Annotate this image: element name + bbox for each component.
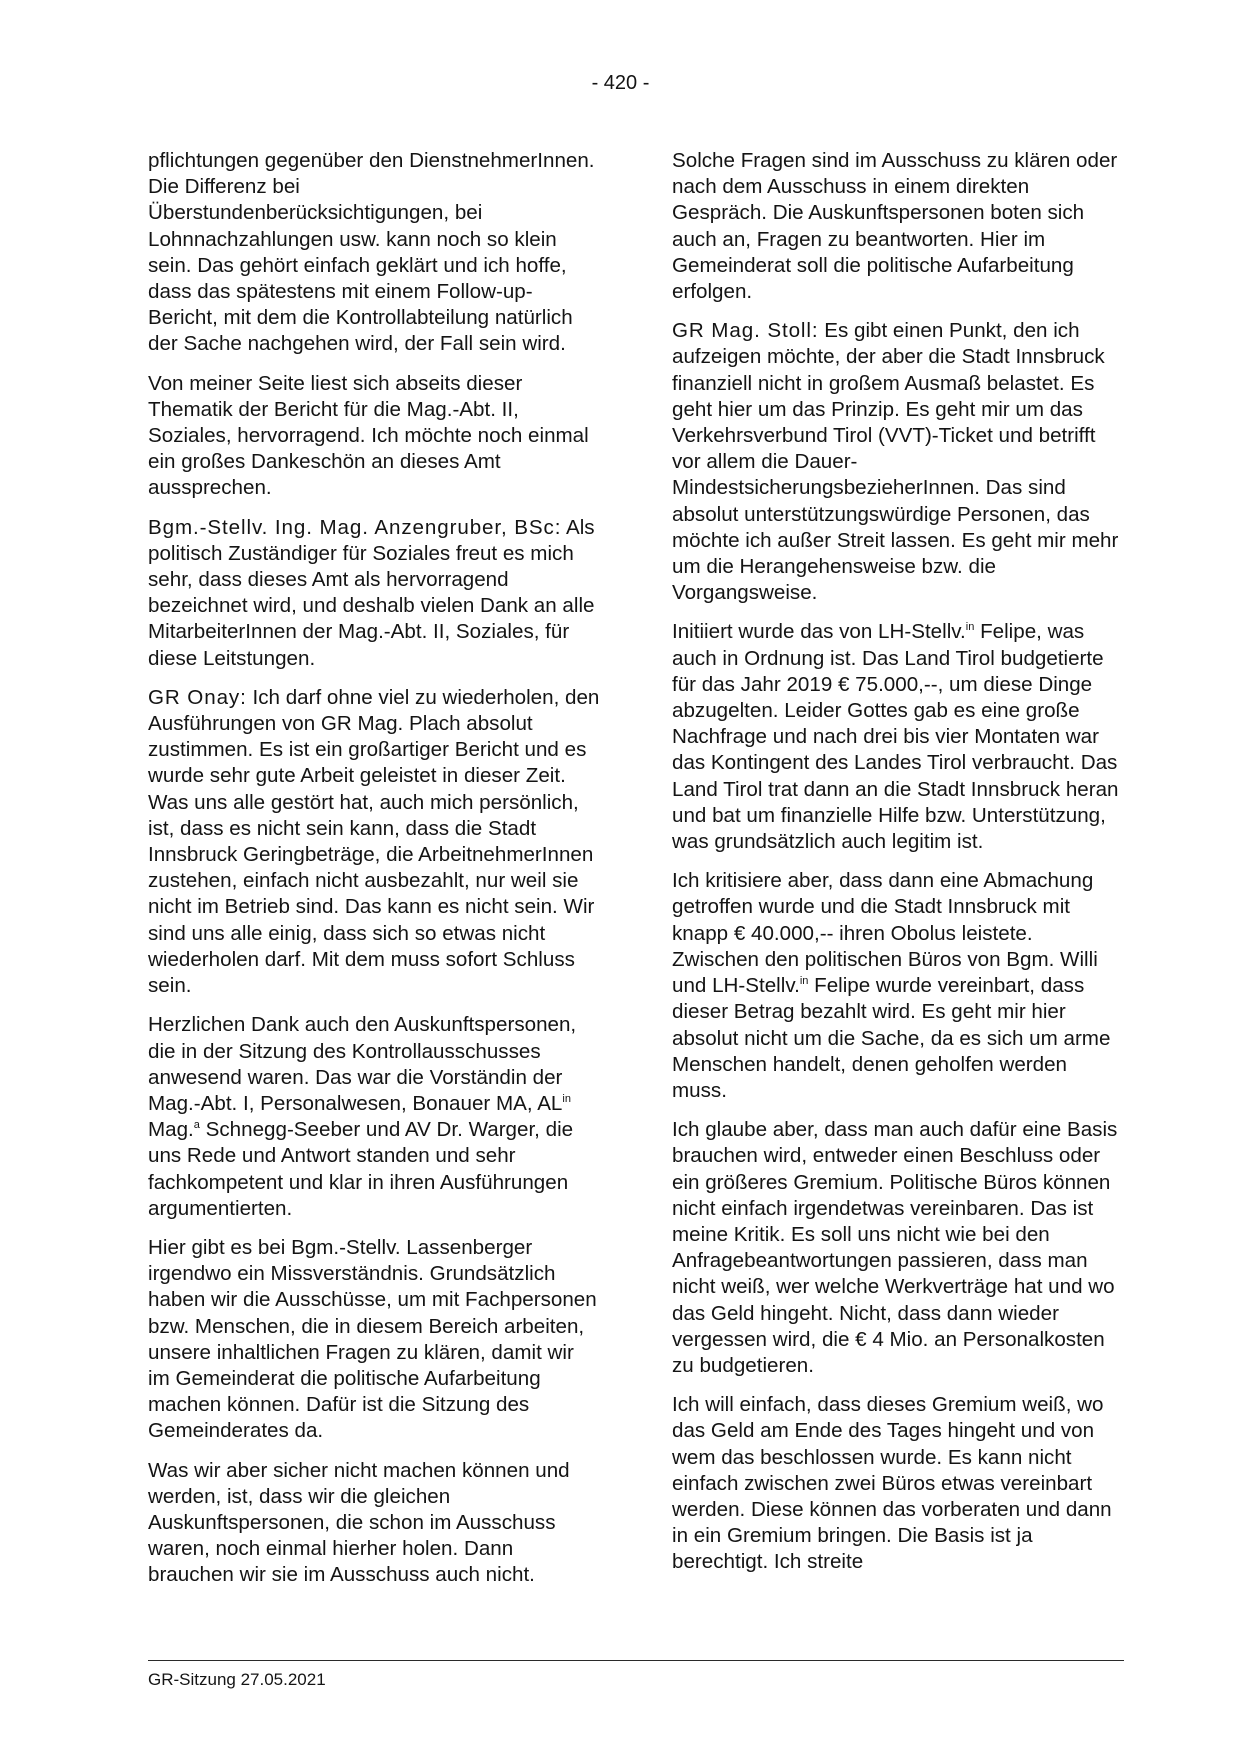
speech-text: Herzlichen Dank auch den Auskunftspersonen, die in der Sitzung des Kontrollausschusses anwesend waren. Das war die Vorständin der Mag.-Abt. I, Personalwesen, Bonauer MA, AL: [148, 1013, 577, 1115]
speech-text: Ich darf ohne viel zu wiederholen, den Ausführungen von GR Mag. Plach absolut zustimmen. Es ist ein großartiger Bericht und es wurde sehr gute Arbeit geleistet in dieser Zeit. Was uns alle gestört hat, auch mich persönlich, ist, dass es nicht sein kann, dass die Stadt Innsbruck Geringbeträge, die ArbeitnehmerInnen zustehen, einfach nicht ausbezahlt, nur weil sie nicht im Betrieb sind. Das kann es nicht sein. Wir sind uns alle einig, dass sich so etwas nicht wiederholen darf. Mit dem muss sofort Schluss sein.: [148, 685, 600, 998]
paragraph: [148, 515, 600, 672]
superscript: in: [562, 1092, 571, 1105]
page-number: - 420 -: [591, 72, 650, 94]
paragraph: [672, 318, 1124, 606]
superscript: in: [965, 621, 975, 634]
paragraph: Solche Fragen sind im Ausschuss zu klären oder nach dem Ausschuss in einem direkten Gespräch. Die Auskunftspersonen boten sich auch an, Fragen zu beantworten. Hier im Gemeinderat soll die politische Aufarbeitung erfolgen.: [672, 149, 1118, 304]
paragraph: [148, 1012, 600, 1222]
superscript: a: [193, 1119, 200, 1132]
paragraph: Von meiner Seite liest sich abseits dieser Thematik der Bericht für die Mag.-Abt. II, Soziales, hervorragend. Ich möchte noch einmal ein großes Dankeschön an dieses Amt aussprechen.: [148, 371, 589, 500]
speech-text: Felipe, was auch in Ordnung ist. Das Land Tirol budgetierte für das Jahr 2019 € 75.000,--, um diese Dinge abzugelten. Leider Gottes gab es eine große Nachfrage und nach drei bis vier Montaten war das Kontingent des Landes Tirol verbraucht. Das Land Tirol trat dann an die Stadt Innsbruck heran und bat um finanzielle Hilfe bzw. Unterstützung, was grundsätzlich auch legitim ist.: [672, 620, 1119, 854]
superscript: in: [799, 975, 809, 988]
speech-text: Es gibt einen Punkt, den ich aufzeigen möchte, der aber die Stadt Innsbruck finanziell nicht in großem Ausmaß belastet. Es geht hier um das Prinzip. Es geht mir um das Verkehrsverbund Tirol (VVT)-Ticket und betrifft vor allem die Dauer-MindestsicherungsbezieherInnen. Das sind absolut unterstützungswürdige Personen, das möchte ich außer Streit lassen. Es geht mir mehr um die Herangehensweise bzw. die Vorgangsweise.: [672, 319, 1119, 605]
paragraph: [148, 685, 600, 999]
left-column: [148, 148, 600, 1602]
speaker-name: GR Onay:: [148, 685, 247, 709]
footer-divider: [148, 1660, 1124, 1661]
footer-session-date: GR-Sitzung 27.05.2021: [148, 1670, 326, 1689]
speech-text: Felipe wurde vereinbart, dass dieser Betrag bezahlt wird. Es geht mir hier absolut nicht um die Sache, da es sich um arme Menschen handelt, denen geholfen werden muss.: [672, 974, 1111, 1102]
speaker-name: Bgm.-Stellv. Ing. Mag. Anzengruber, BSc:: [148, 515, 562, 539]
paragraph: Ich will einfach, dass dieses Gremium weiß, wo das Geld am Ende des Tages hingeht und von wem das beschlossen wurde. Es kann nicht einfach zwischen zwei Büros etwas vereinbart werden. Diese können das vorberaten und dann in ein Gremium bringen. Die Basis ist ja berechtigt. Ich streite: [672, 1393, 1112, 1574]
paragraph: pflichtungen gegenüber den DienstnehmerInnen. Die Differenz bei Überstundenberücksichtigungen, bei Lohnnachzahlungen usw. kann noch so klein sein. Das gehört einfach geklärt und ich hoffe, dass das spätestens mit einem Follow-up-Bericht, mit dem die Kontrollabteilung natürlich der Sache nachgehen wird, der Fall sein wird.: [148, 149, 595, 356]
speech-text: Als politisch Zuständiger für Soziales freut es mich sehr, dass dieses Amt als hervorragend bezeichnet wird, und deshalb vielen Dank an alle MitarbeiterInnen der Mag.-Abt. II, Soziales, für diese Leitstungen.: [148, 515, 595, 670]
speaker-name: GR Mag. Stoll:: [672, 319, 819, 343]
speech-text: Ich kritisiere aber, dass dann eine Abmachung getroffen wurde und die Stadt Innsbruck mit knapp € 40.000,-- ihren Obolus leistete. Zwischen den politischen Büros von Bgm. Willi und LH-Stellv.: [672, 869, 1098, 998]
right-column: [672, 148, 1124, 1589]
speech-text: Initiiert wurde das von LH-Stellv.: [672, 620, 966, 644]
paragraph: Hier gibt es bei Bgm.-Stellv. Lassenberger irgendwo ein Missverständnis. Grundsätzlich haben wir die Ausschüsse, um mit Fachpersonen bzw. Menschen, die in diesem Bereich arbeiten, unsere inhaltlichen Fragen zu klären, damit wir im Gemeinderat die politische Aufarbeitung machen können. Dafür ist die Sitzung des Gemeinderates da.: [148, 1235, 597, 1443]
speech-text: Schnegg-Seeber und AV Dr. Warger, die uns Rede und Antwort standen und sehr fachkompetent und klar in ihren Ausführungen argumentierten.: [148, 1118, 574, 1220]
paragraph: Ich glaube aber, dass man auch dafür eine Basis brauchen wird, entweder einen Beschluss oder ein größeres Gremium. Politische Büros können nicht einfach irgendetwas vereinbaren. Das ist meine Kritik. Es soll uns nicht wie bei den Anfragebeantwortungen passieren, dass man nicht weiß, wer welche Werkverträge hat und wo das Geld hingeht. Nicht, dass dann wieder vergessen wird, die € 4 Mio. an Personalkosten zu budgetieren.: [672, 1118, 1118, 1377]
paragraph: [672, 868, 1124, 1104]
paragraph: [672, 619, 1124, 855]
paragraph: Was wir aber sicher nicht machen können und werden, ist, dass wir die gleichen Auskunftspersonen, die schon im Ausschuss waren, noch einmal hierher holen. Dann brauchen wir sie im Ausschuss auch nicht.: [148, 1458, 570, 1587]
speech-text: Mag.: [148, 1118, 194, 1142]
